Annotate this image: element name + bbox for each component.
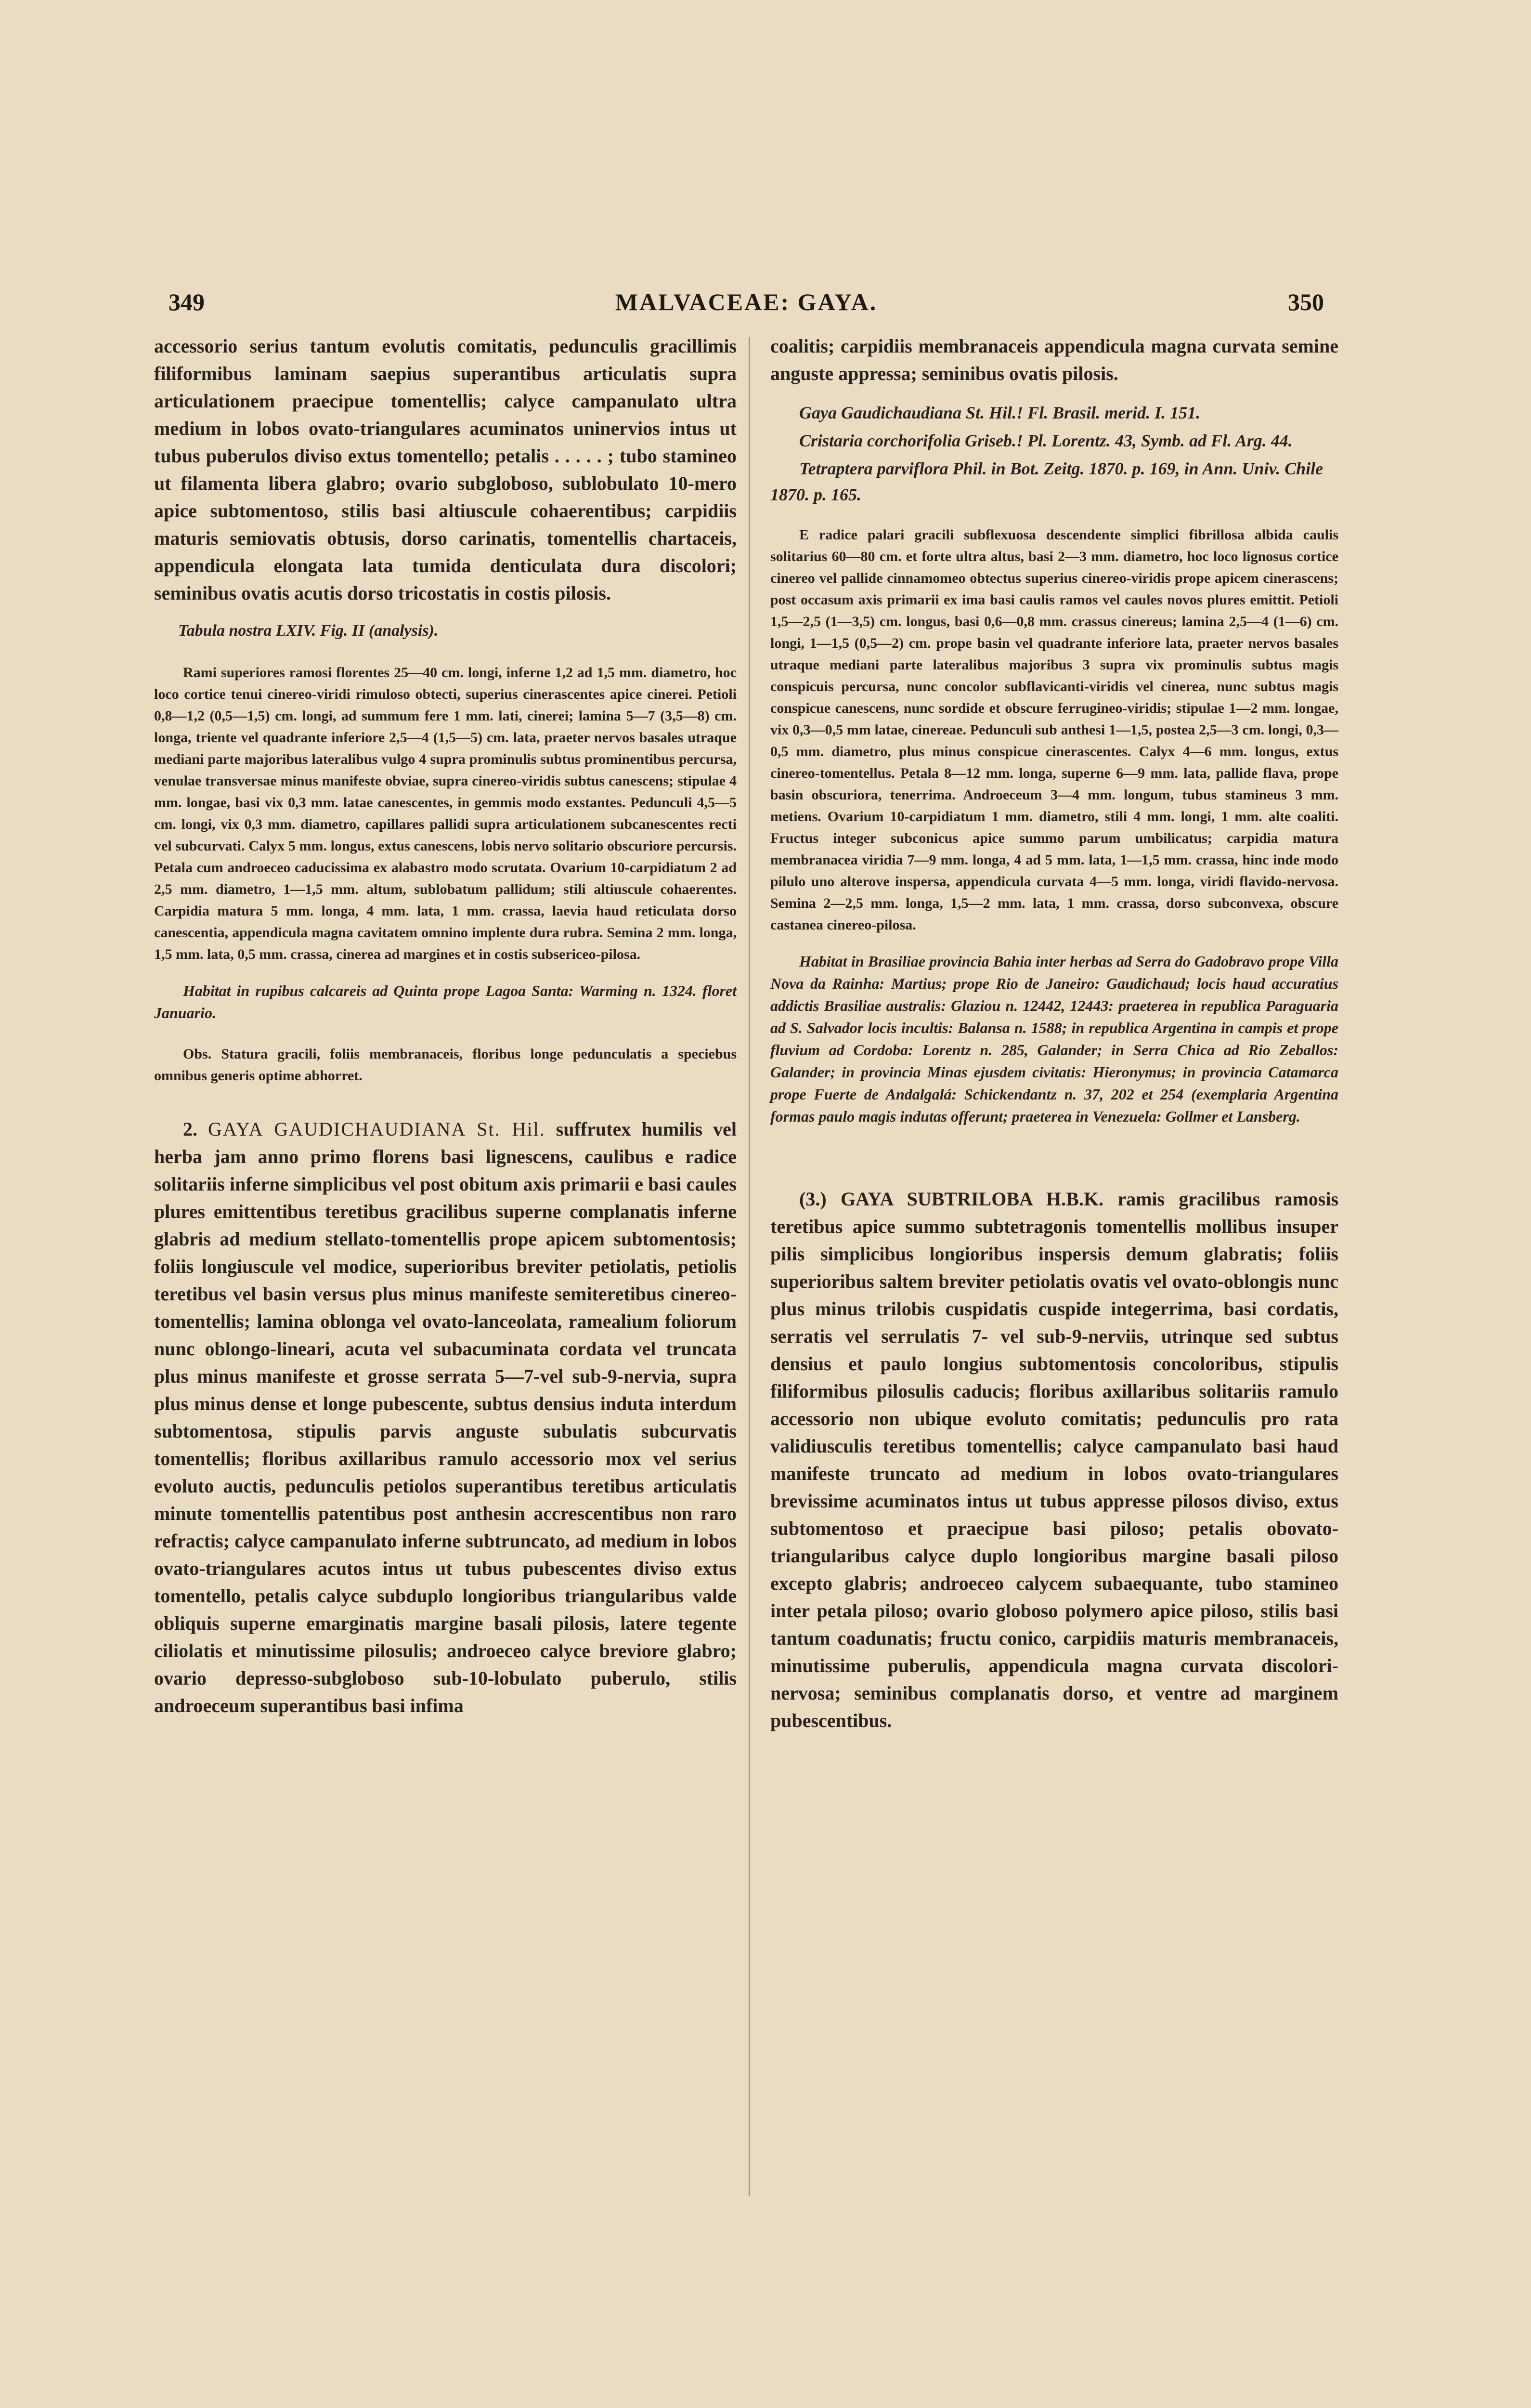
left-description: Rami superiores ramosi florentes 25—40 cm. longi, inferne 1,2 ad 1,5 mm. diametro, hoc loco cortice tenui cinereo-viridi rimuloso obtecti, superius cinerascentes apice cinerei. Petioli 0,8—1,2 (0,5—1,5) cm. longi, ad summum fere 1 mm. lati, cinerei; lamina 5—7 (3,5—8) cm. longa, triente vel quadrante inferiore 2,5—4 (1,5—5) cm. lata, praeter nervos basales utraque mediani parte majoribus lateralibus vulgo 4 supra prominulis subtus prominentibus percursa, venulae transversae minus manifeste obviae, supra cinereo-viridis subtus canescens; stipulae 4 mm. longae, basi vix 0,3 mm. latae canescentes, in gemmis modo exstantes. Pedunculi 4,5—5 cm. longi, vix 0,3 mm. diametro, capillares pallidi supra articulationem subcanescentes recti vel subcurvati. Calyx 5 mm. longus, extus canescens, lobis nervo solitario obscuriore percursis. Petala cum androeceo caducissima ex alabastro modo scrutata. Ovarium 10-carpidiatum 2 ad 2,5 mm. diametro, 1—1,5 mm. altum, sublobatum pallidum; stili altiuscule cohaerentes. Carpidia matura 5 mm. longa, 4 mm. lata, 1 mm. crassa, laevia haud reticulata dorso canescentia, appendicula magna cavitatem omnino implente dura rubra. Semina 2 mm. longa, 1,5 mm. lata, 0,5 mm. crassa, cinerea ad margines et in costis subsericeo-pilosa. xyxy=(154,665,737,962)
page-number-right: 350 xyxy=(1288,288,1324,315)
synonym-3: Tetraptera parviflora Phil. in Bot. Zeitg. 1870. p. 169, in Ann. Univ. Chile 1870. p. 165. xyxy=(770,459,1323,504)
synonym-1: Gaya Gaudichaudiana St. Hil.! Fl. Brasil. merid. I. 151. xyxy=(799,403,1201,422)
page-number-left: 349 xyxy=(169,288,205,315)
species-2-text: suffrutex humilis vel herba jam anno primo florens basi lignescens, caulibus e radice solitariis inferne simplicibus vel post obitum axis primarii e basi caules plures emittentibus teretibus gracilibus superne complanatis inferne glabris ad medium stellato-tomentellis prope apicem subtomentosis; foliis longiuscule vel modice, superioribus breviter petiolatis, petiolis teretibus vel basin versus plus minus manifeste semiteretibus cinereo-tomentellis; lamina oblonga vel ovato-lanceolata, ramealium foliorum nunc oblongo-lineari, acuta vel subacuminata cordata vel truncata plus minus manifeste et grosse serrata 5—7-vel sub-9-nervia, supra plus minus dense et longe pubescente, subtus densius induta interdum subtomentosa, stipulis parvis anguste subulatis subcurvatis tomentellis; floribus axillaribus ramulo accessorio mox vel serius evoluto auctis, pedunculis petiolos superantibus teretibus articulatis minute tomentellis patentibus post anthesin accrescentibus non raro refractis; calyce campanulato inferne subtruncato, ad medium in lobos ovato-triangulares acutos intus ut tubus pubescentes diviso extus tomentello, petalis calyce subduplo longioribus triangularibus valde obliquis superne emarginatis margine basali pilosis, latere tegente ciliolatis et minutissime pilosulis; androeceo calyce breviore glabro; ovario depresso-subgloboso sub-10-lobulato puberulo, stilis androeceum superantibus basi infima xyxy=(154,1118,737,1716)
left-paragraph-1: accessorio serius tantum evolutis comitatis, pedunculis gracillimis filiformibus laminam saepius superantibus articulatis supra articulationem praecipue tomentellis; calyce campanulato ultra medium in lobos ovato-triangulares acuminatos uninervios intus ut tubus puberulos diviso extus tomentello; petalis . . . . . ; tubo stamineo ut filamenta libera glabro; ovario subgloboso, sublobulato 10-mero apice subtomentoso, stilis basi altiuscule cohaerentibus; carpidiis maturis semiovatis obtusis, dorso carinatis, tomentellis chartaceis, appendicula elongata lata tumida denticulata dura discolori; seminibus ovatis acutis dorso tricostatis in costis pilosis. xyxy=(154,335,737,604)
synonym-2: Cristaria corchorifolia Griseb.! Pl. Lorentz. 43, Symb. ad Fl. Arg. 44. xyxy=(799,431,1293,450)
species-3-number: (3.) xyxy=(799,1188,841,1210)
section-spacer xyxy=(770,1147,1338,1185)
species-3-paragraph xyxy=(770,1185,1338,1734)
right-habitat: Habitat in Brasiliae provincia Bahia inter herbas ad Serra do Gadobravo prope Villa Nova da Rainha: Martius; prope Rio de Janeiro: Gaudichaud; locis haud accuratius addictis Brasiliae australis: Glaziou n. 12442, 12443: praeterea in republica Paraguaria ad S. Salvador locis incultis: Balansa n. 1588; in republica Argentina in campis et prope fluvium ad Cordoba: Lorentz n. 285, Galander; in Serra Chica ad Rio Zeballos: Galander; in provincia Minas ejusdem civitatis: Hieronymus; in provincia Catamarca prope Fuerte de Andalgalá: Schickendantz n. 37, 202 et 254 (exemplaria Argentina formas paulo magis indutas offerunt; praeterea in Venezuela: Gollmer et Lansberg. xyxy=(770,953,1338,1125)
left-observation: Obs. Statura gracili, foliis membranaceis, floribus longe pedunculatis a speciebus omnibus generis optime abhorret. xyxy=(154,1046,737,1084)
species-3-text: ramis gracilibus ramosis teretibus apice summo subtetragonis tomentellis mollibus insuper pilis simplicibus longioribus inspersis demum glabratis; foliis superioribus saltem breviter petiolatis ovatis vel ovato-oblongis nunc plus minus trilobis cuspidatis cuspide integerrima, basi cordatis, serratis vel serrulatis 7- vel sub-9-nerviis, utrinque sed subtus densius et paulo longius subtomentosis concoloribus, stipulis filiformibus pilosulis caducis; floribus axillaribus solitariis ramulo accessorio non ubique evoluto comitatis; pedunculis pro rata validiusculis teretibus tomentellis; calyce campanulato basi haud manifeste truncato ad medium in lobos ovato-triangulares brevissime acuminatos intus ut tubus appresse pilosos diviso, extus subtomentoso et praecipue basi piloso; petalis obovato-triangularibus calyce duplo longioribus margine basali piloso excepto glabris; androeceo calycem subaequante, tubo stamineo inter petala piloso; ovario globoso polymero apice piloso, stilis basi tantum coadunatis; fructu conico, carpidiis maturis membranaceis, minutissime puberulis, appendicula magna curvata discolori-nervosa; seminibus complanatis dorso, et ventre ad marginem pubescentibus. xyxy=(770,1188,1339,1731)
right-description: E radice palari gracili subflexuosa descendente simplici fibrillosa albida caulis solitarius 60—80 cm. et forte ultra altus, basi 2—3 mm. diametro, hoc loco lignosus cortice cinereo vel pallide cinnamomeo obtectus superius cinereo-viridis prope apicem cinerascens; post occasum axis primarii ex ima basi caulis ramos vel caules novos plures emittit. Petioli 1,5—2,5 (1—3,5) cm. longus, basi 0,6—0,8 mm. crassus cinereus; lamina 2,5—4 (1—6) cm. longi, 1—1,5 (0,5—2) cm. prope basin vel quadrante inferiore lata, praeter nervos basales utraque mediani parte lateralibus majoribus 3 supra vix prominulis subtus magis conspicuis percursa, nunc concolor subflavicanti-viridis vel cinerea, nunc subtus magis conspicue canescens, nunc sordide et obscure ferrugineo-viridis; stipulae 1—2 mm. longae, vix 0,3—0,5 mm latae, cinereae. Pedunculi sub anthesi 1—1,5, postea 2,5—3 cm. longi, 0,3—0,5 mm. diametro, plus minus conspicue cinerascentes. Calyx 4—6 mm. longus, extus cinereo-tomentellus. Petala 8—12 mm. longa, superne 6—9 mm. lata, pallide flava, prope basin obscuriora, tenerrima. Androeceum 3—4 mm. longum, tubus stamineus 3 mm. metiens. Ovarium 10-carpidiatum 1 mm. diametro, stili 4 mm. longi, 1 mm. alte coaliti. Fructus integer subconicus apice summo parum umbilicatus; carpidia matura membranacea viridia 7—9 mm. longa, 4 ad 5 mm. lata, 1—1,5 mm. crassa, hinc inde modo pilulo uno alterove inspersa, appendicula curvata 4—5 mm. longa, viridi flavido-nervosa. Semina 2—2,5 mm. longa, 1,5—2 mm. lata, 1 mm. crassa, dorso subconvexa, obscure castanea cinereo-pilosa. xyxy=(770,527,1338,933)
species-2-paragraph xyxy=(154,1115,737,1719)
species-2-number: 2. xyxy=(183,1118,208,1140)
right-column xyxy=(770,332,1338,1747)
page-header xyxy=(169,288,1324,322)
tabula-caption: Tabula nostra LXIV. Fig. II (analysis). xyxy=(178,622,439,640)
species-3-name: GAYA SUBTRILOBA H.B.K. xyxy=(841,1188,1103,1210)
left-habitat: Habitat in rupibus calcareis ad Quinta prope Lagoa Santa: Warming n. 1324. floret Januario. xyxy=(154,982,737,1021)
left-column xyxy=(154,332,737,1732)
running-title: MALVACEAE: GAYA. xyxy=(615,288,878,315)
right-paragraph-1: coalitis; carpidiis membranaceis appendicula magna curvata semine anguste appressa; seminibus ovatis pilosis. xyxy=(770,335,1338,384)
column-divider xyxy=(749,337,750,2196)
species-2-name: GAYA GAUDICHAUDIANA St. Hil. xyxy=(208,1118,545,1140)
